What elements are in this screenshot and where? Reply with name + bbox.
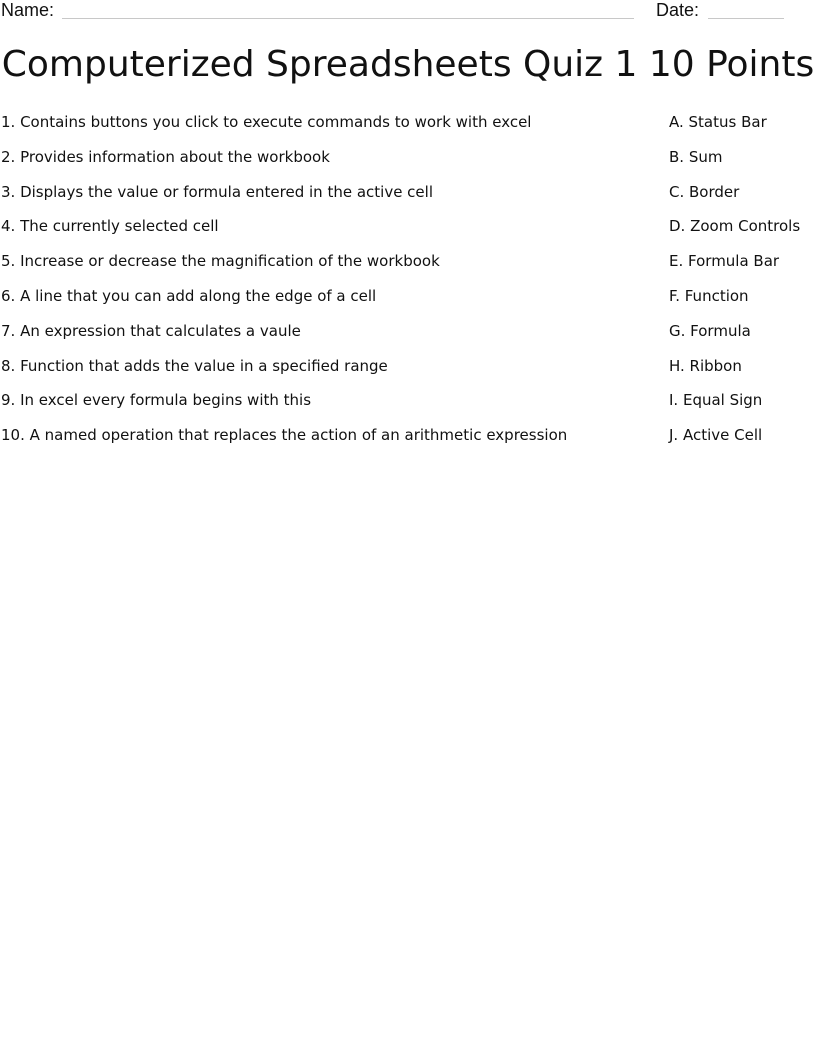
answer-option: B. Sum [669,147,723,166]
question-text: 5. Increase or decrease the magnification of the workbook [1,252,440,271]
answer-option: E. Formula Bar [669,252,780,271]
answer-option: A. Status Bar [669,113,767,131]
answer-option: H. Ribbon [669,356,742,375]
question-text: 10. A named operation that replaces the action of an arithmetic expression [1,426,568,445]
header-row [0,0,816,22]
question-text: 6. A line that you can add along the edge of a cell [1,286,377,305]
question-row [0,182,816,217]
answer-option: J. Active Cell [669,426,763,445]
name-blank-line [62,18,634,19]
question-row [0,286,816,321]
question-text: 8. Function that adds the value in a specified range [1,356,388,375]
answer-option: F. Function [669,286,749,305]
question-row [0,390,816,425]
name-label: Name: [1,0,55,20]
question-text: 7. An expression that calculates a vaule [1,321,301,340]
question-text: 4. The currently selected cell [1,217,219,236]
answer-option: C. Border [669,182,740,201]
answer-option: G. Formula [669,321,751,340]
question-row [0,425,816,460]
date-blank-line [708,18,784,19]
date-label: Date: [656,0,700,20]
question-list [0,112,816,460]
answer-option: I. Equal Sign [669,391,763,410]
question-text: 9. In excel every formula begins with this [1,391,312,410]
question-text: 3. Displays the value or formula entered in the active cell [1,182,433,201]
page-title: Computerized Spreadsheets Quiz 1 10 Points [1,44,815,85]
question-text: 1. Contains buttons you click to execute commands to work with excel [1,113,532,131]
question-row [0,321,816,356]
question-row [0,356,816,391]
question-text: 2. Provides information about the workbook [1,147,330,166]
answer-option: D. Zoom Controls [669,217,801,236]
question-row [0,147,816,182]
question-row [0,112,816,147]
question-row [0,251,816,286]
question-row [0,216,816,251]
